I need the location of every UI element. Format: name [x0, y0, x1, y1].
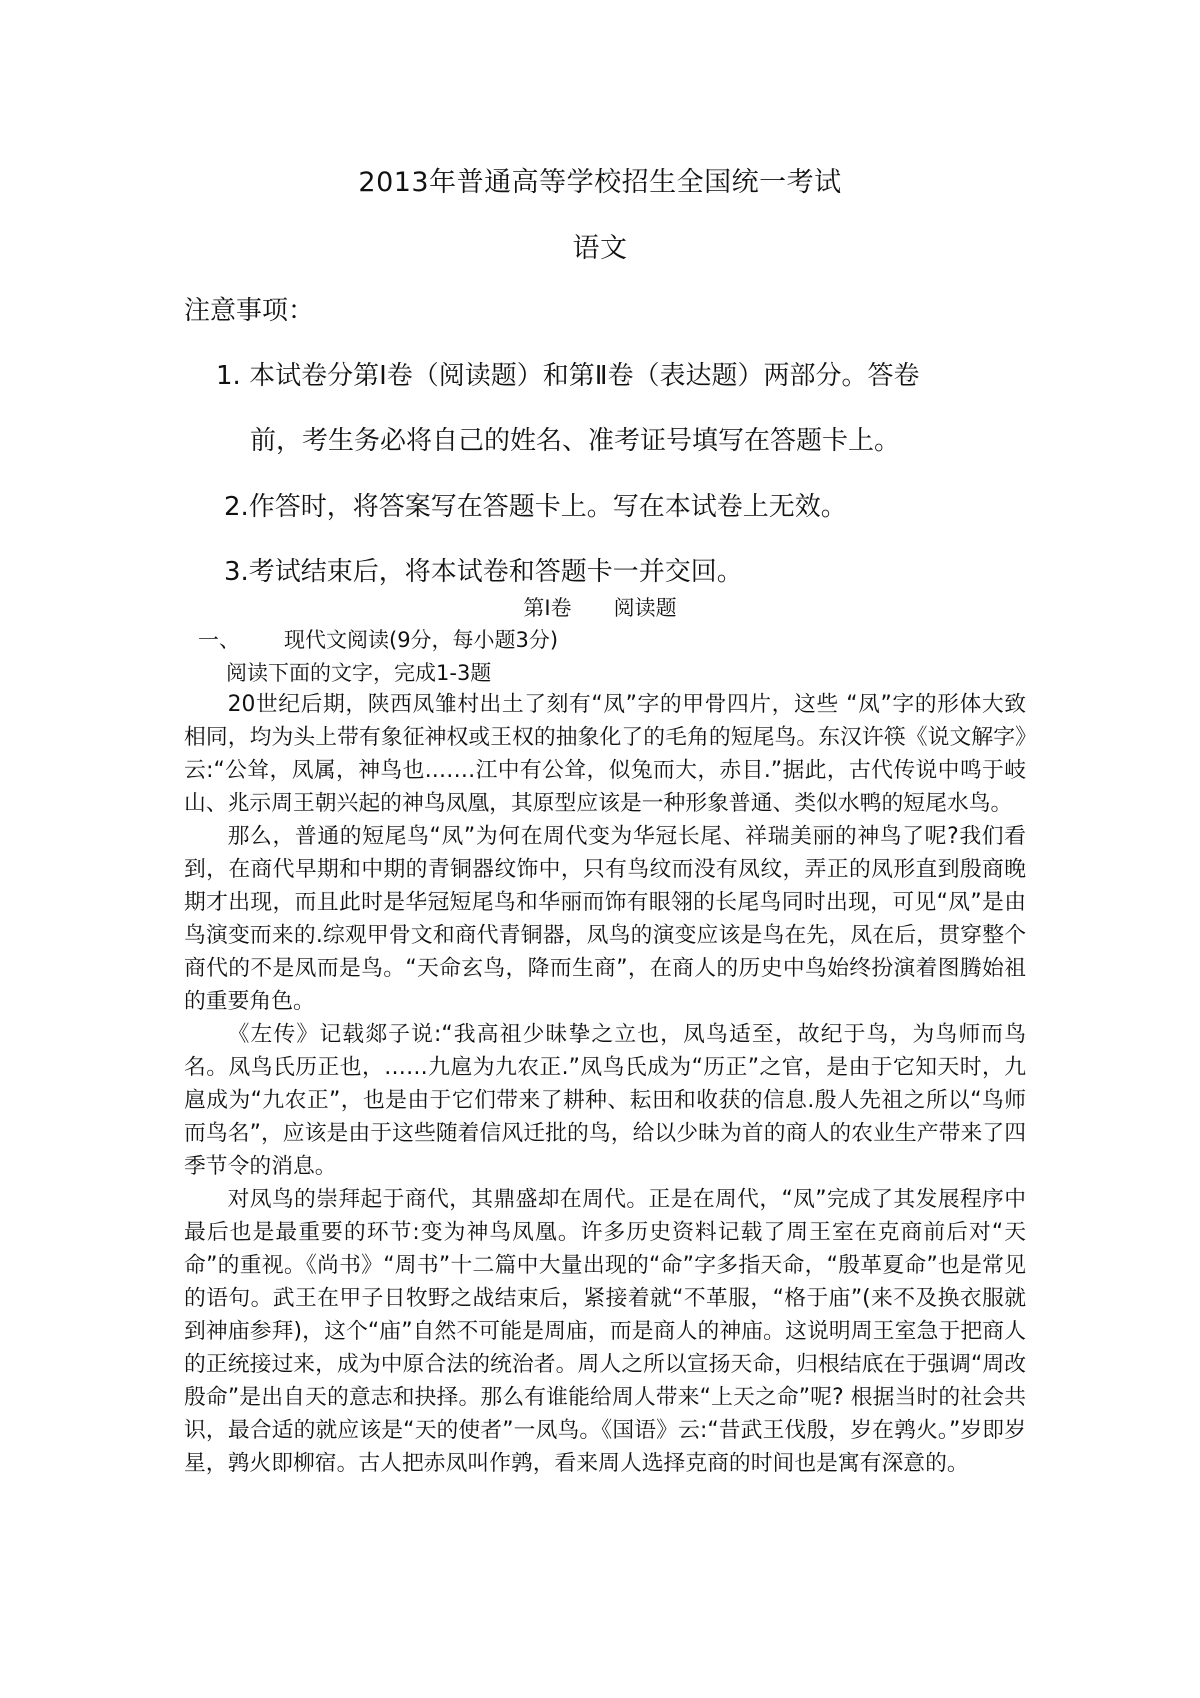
exam-title: 2013年普通高等学校招生全国统一考试: [358, 167, 842, 198]
part-title: 现代文阅读(9分，每小题3分): [284, 628, 559, 652]
notice-item-3: 3.考试结束后，将本试卷和答题卡一并交回。: [224, 557, 743, 587]
paragraph: 《左传》记载郯子说:“我高祖少昧挚之立也，凤鸟适至，故纪于鸟，为鸟师而鸟名。凤鸟氏历正也，……九扈为九农正.”凤鸟氏成为“历正”之官，是由于它知天时，九扈成为“九农正”，也是由于它们带来了耕种、耘田和收获的信息.殷人先祖之所以“鸟师而鸟名”，应该是由于这些随着信风迁批的鸟，给以少昧为首的商人的农业生产带来了四季节令的消息。: [184, 1022, 1026, 1179]
notice-item-1-line-1: 1. 本试卷分第Ⅰ卷（阅读题）和第Ⅱ卷（表达题）两部分。答卷: [216, 361, 920, 391]
paragraph: 对凤鸟的崇拜起于商代，其鼎盛却在周代。正是在周代，“凤”完成了其发展程序中最后也是最重要的环节:变为神鸟凤凰。许多历史资料记载了周王室在克商前后对“天命”的重视。《尚书》“周书”十二篇中大量出现的“命”字多指天命，“殷革夏命”也是常见的语句。武王在甲子日牧野之战结束后，紧接着就“不革服，“格于庙”(来不及换衣服就到神庙参拜)，这个“庙”自然不可能是周庙，而是商人的神庙。这说明周王室急于把商人的正统接过来，成为中原合法的统治者。周人之所以宣扬天命，归根结底在于强调“周改殷命”是出自天的意志和抉择。那么有谁能给周人带来“上天之命”呢? 根据当时的社会共识，最合适的就应该是“天的使者”一凤鸟。《国语》云:“昔武王伐殷，岁在鹑火。”岁即岁星，鹑火即柳宿。古人把赤凤叫作鹑，看来周人选择克商的时间也是寓有深意的。: [184, 1187, 1026, 1476]
part-instruction: 阅读下面的文字，完成1-3题: [226, 661, 492, 685]
reading-passage: [184, 688, 1026, 1480]
paragraph: 20世纪后期，陕西凤雏村出土了刻有“凤”字的甲骨四片，这些 “凤”字的形体大致相同，均为头上带有象征神权或王权的抽象化了的毛角的短尾鸟。东汉许筷《说文解字》云:“公耸，凤属，神鸟也.……江中有公耸，似兔而大，赤目.”据此，古代传说中鸣于岐山、兆示周王朝兴起的神鸟凤凰，其原型应该是一种形象普通、类似水鸭的短尾水鸟。: [184, 692, 1026, 816]
section-title: [0, 592, 1200, 622]
notice-item-1-line-2: 前，考生务必将自己的姓名、准考证号填写在答题卡上。: [250, 426, 901, 456]
part-heading: [198, 624, 558, 654]
notice-item-2: 2.作答时，将答案写在答题卡上。写在本试卷上无效。: [224, 492, 847, 522]
paragraph: 那么，普通的短尾鸟“凤”为何在周代变为华冠长尾、祥瑞美丽的神鸟了呢?我们看到，在商代早期和中期的青铜器纹饰中，只有鸟纹而没有凤纹，弄正的凤形直到殷商晚期才出现，而且此时是华冠短尾鸟和华丽而饰有眼翎的长尾鸟同时出现，可见“凤”是由鸟演变而来的.综观甲骨文和商代青铜器，凤鸟的演变应该是鸟在先，凤在后，贯穿整个商代的不是凤而是鸟。“天命玄鸟，降而生商”，在商人的历史中鸟始终扮演着图腾始祖的重要角色。: [184, 824, 1026, 1014]
section-volume: 第Ⅰ卷: [523, 596, 572, 620]
subject-title: 语文: [572, 233, 628, 264]
notice-heading: 注意事项：: [184, 296, 315, 326]
part-number: 一、: [198, 628, 240, 652]
section-name: 阅读题: [613, 596, 677, 620]
